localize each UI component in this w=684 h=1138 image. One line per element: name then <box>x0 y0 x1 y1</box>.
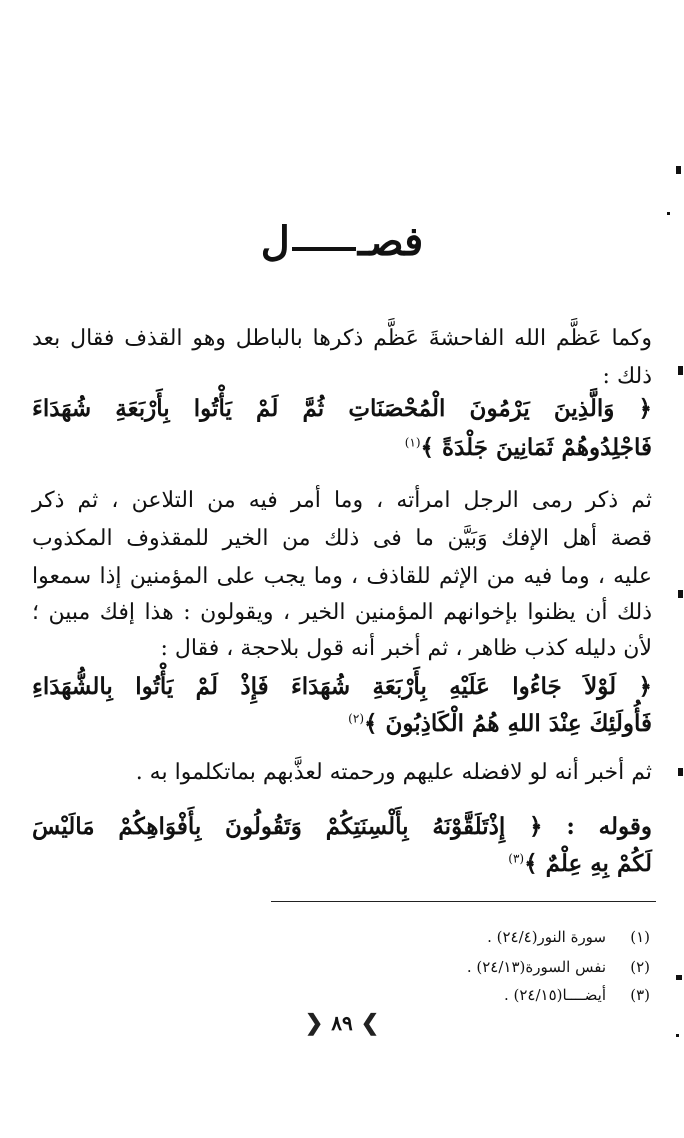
page-number-value: ٨٩ <box>331 1011 353 1035</box>
footnote-text: أيضــــا(٢٤/١٥) . <box>503 986 606 1004</box>
footnote-ref-3: (٣) <box>508 851 525 866</box>
heading-part-start: فصـ <box>357 218 424 265</box>
footnote-text: نفس السورة(٢٤/١٣) . <box>466 958 606 976</box>
margin-mark <box>676 166 681 174</box>
footnote-3 <box>504 988 650 1003</box>
margin-mark <box>678 366 683 375</box>
footnote-text: سورة النور(٢٤/٤) . <box>487 928 606 946</box>
ornament-left-icon: ❮ <box>304 1010 324 1036</box>
section-heading <box>0 218 684 265</box>
footnote-number: (٢) <box>630 958 650 976</box>
footnote-number: (٣) <box>630 986 650 1004</box>
body-line-3: ثم ذكر رمى الرجل امرأته ، وما أمر فيه من التلاعن ، ثم ذكر <box>32 488 652 513</box>
body-line-6: ذلك أن يظنوا بإخوانهم المؤمنين الخير ، ويقولون : هذا إفك مبين ؛ <box>32 600 652 625</box>
verse-text: لَكُمْ بِهِ عِلْمٌ ﴾ <box>524 850 652 877</box>
verse-line-1: ﴿ وَالَّذِينَ يَرْمُونَ الْمُحْصَنَاتِ ثُمَّ لَمْ يَأْتُوا بِأَرْبَعَةِ شُهَدَاءَ <box>32 395 652 422</box>
body-line-8: ثم أخبر أنه لو لافضله عليهم ورحمته لعذَّبهم بماتكلموا به . <box>135 760 652 785</box>
heading-part-end: ل <box>260 218 290 265</box>
footnote-ref-2: (٢) <box>348 711 364 726</box>
verse-line-5: وقوله : ﴿ إِذْتَلَقَّوْنَهُ بِأَلْسِنَتِكُمْ وَتَقُولُونَ بِأَفْوَاهِكُمْ مَالَيْسَ <box>32 813 652 840</box>
footnote-divider <box>271 901 656 902</box>
margin-mark <box>676 975 682 980</box>
footnote-1 <box>487 930 650 945</box>
verse-line-3: ﴿ لَوْلاَ جَاءُوا عَلَيْهِ بِأَرْبَعَةِ شُهَدَاءَ فَإِذْ لَمْ يَأْتُوا بِالشُّهَدَاءِ <box>32 673 652 700</box>
ornament-right-icon: ❯ <box>360 1010 380 1036</box>
margin-mark <box>667 212 670 215</box>
heading-kashida <box>292 247 356 251</box>
body-line-7: لأن دليله كذب ظاهر ، ثم أخبر أنه قول بلاحجة ، فقال : <box>160 636 652 661</box>
margin-mark <box>676 1034 679 1037</box>
footnote-2 <box>467 960 650 975</box>
body-line-5: عليه ، وما فيه من الإثم للقاذف ، وما يجب على المؤمنين إذا سمعوا <box>32 564 652 589</box>
verse-text: فَاجْلِدُوهُمْ ثَمَانِينَ جَلْدَةً ﴾ <box>420 434 652 461</box>
body-line-2: ذلك : <box>602 364 652 389</box>
verse-line-2 <box>32 436 652 459</box>
footnote-ref-1: (١) <box>404 435 421 450</box>
margin-mark <box>678 768 683 776</box>
verse-line-6 <box>32 852 652 875</box>
body-line-4: قصة أهل الإفك وَبَيَّن ما فى ذلك من الخير للمقذوف المكذوب <box>32 526 652 551</box>
page-number <box>0 1012 684 1034</box>
body-line-1: وكما عَظَّم الله الفاحشةَ عَظَّم ذكرها بالباطل وهو القذف فقال بعد <box>32 326 652 351</box>
footnote-number: (١) <box>630 928 650 946</box>
verse-text: فَأُولَئِكَ عِنْدَ اللهِ هُمُ الْكَاذِبُونَ ﴾ <box>364 710 652 737</box>
verse-line-4 <box>32 712 652 735</box>
margin-mark <box>678 590 683 598</box>
